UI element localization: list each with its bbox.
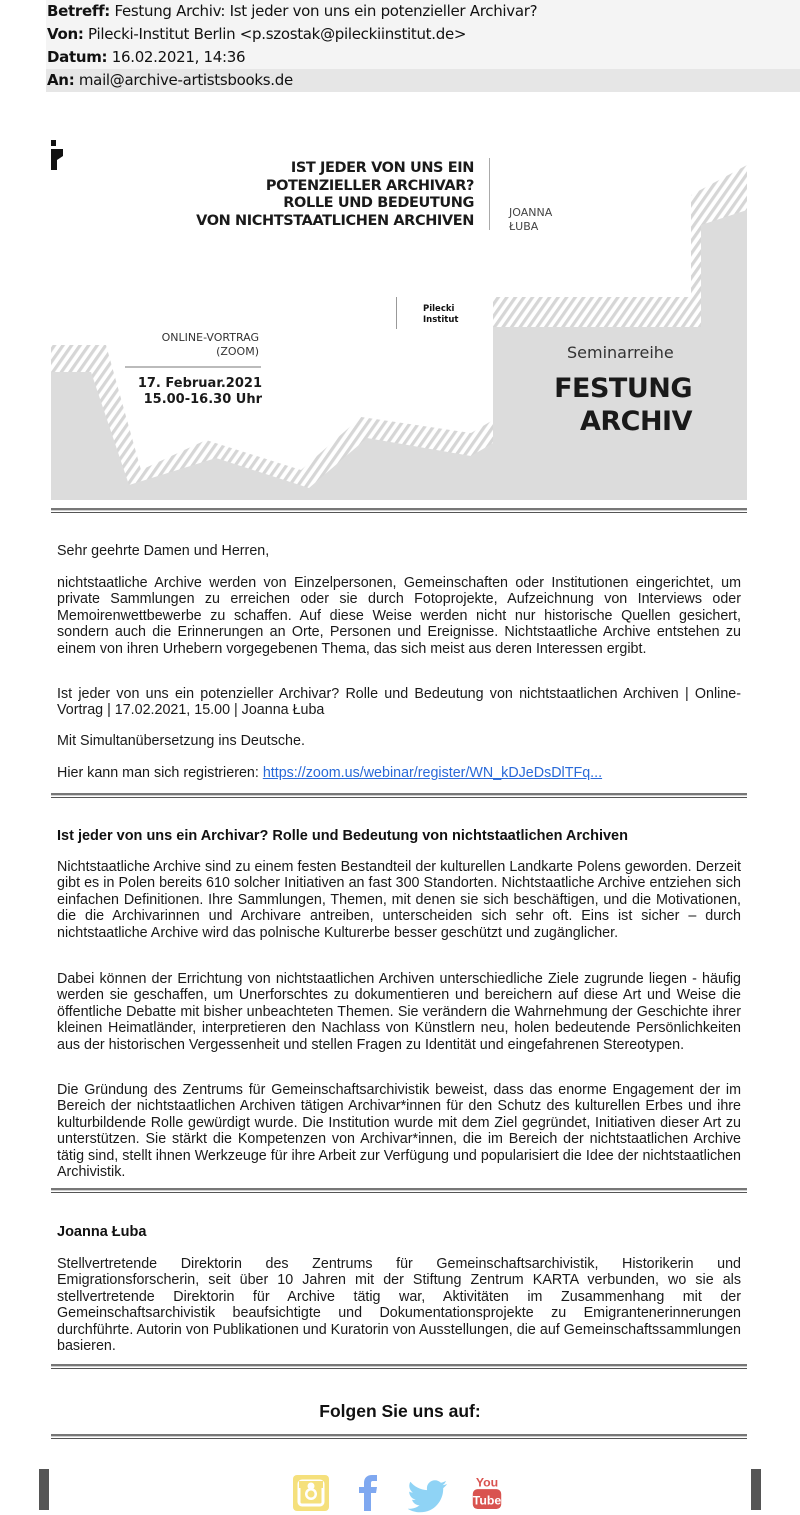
registration-link[interactable]: https://zoom.us/webinar/register/WN_kDJeDsDlTFq... [262,765,603,781]
subject-value: Festung Archiv: Ist jeder von uns ein potenzieller Archivar? [114,2,538,20]
pilecki-logo-icon [51,140,65,170]
logo-line: Pilecki [423,304,455,314]
event-date: 17. Februar.2021 [137,376,262,391]
left-edge-bar [39,1469,49,1510]
format-separator [125,366,261,368]
to-label: An: [47,71,75,89]
youtube-icon[interactable] [471,1474,503,1510]
event-time: 15.00-16.30 Uhr [143,392,262,407]
event-banner [51,140,747,500]
author-first-name: JOANNA [509,206,553,219]
email-to-row [46,69,800,92]
facebook-icon[interactable] [358,1475,380,1511]
section-divider [51,1364,747,1367]
format-line: (ZOOM) [216,345,259,358]
follow-heading: Folgen Sie uns auf: [319,1401,481,1421]
event-datetime [138,376,262,408]
youtube-tube-text: Tube [472,1493,502,1508]
section-divider [51,793,747,796]
pilecki-logo-text [423,304,458,326]
section-divider [51,1188,747,1191]
instagram-icon[interactable] [293,1475,329,1511]
section-divider [51,1434,747,1437]
banner-title-line: POTENZIELLER ARCHIVAR? [265,177,474,194]
series-title-line: FESTUNG [554,373,692,404]
series-label: Seminarreihe [567,343,674,362]
banner-title-line: IST JEDER VON UNS EIN [290,160,474,176]
youtube-you-text: You [475,1475,499,1490]
about-paragraph: Dabei können der Errichtung von nichtstaatlichen Archiven unterschiedliche Ziele zugrunde liegen - häufig werden sie geschaffen, um Unerforschtes zu dokumentieren und bereichern auf diese Art und Weise die öffentliche Debatte mit bisher unbeachteten Themen. Sie verändern die Wahrnehmung der Geschichte ihrer kleinen Heimatländer, interpretieren den Nachlass von Künstlern neu, holen bedeutende Persönlichkeiten aus der historischen Vergessenheit und stellen Fragen zu Identität und eingefahrenen Stereotypen. [57,971,741,1053]
event-format [162,331,259,359]
banner-divider [489,158,490,230]
banner-title-line: VON NICHTSTAATLICHEN ARCHIVEN [196,212,474,229]
speaker-name: Joanna Łuba [57,1224,147,1240]
email-subject-row [46,0,800,23]
format-line: ONLINE-VORTRAG [161,331,259,344]
series-title-line: ARCHIV [579,406,692,437]
to-value[interactable]: mail@archive-artistsbooks.de [78,71,293,89]
subject-label: Betreff: [47,2,110,20]
from-label: Von: [47,25,84,43]
event-summary: Ist jeder von uns ein potenzieller Archivar? Rolle und Bedeutung von nichtstaatlichen Archiven | Online-Vortrag | 17.02.2021, 15.00 | Joanna Łuba [57,686,741,719]
date-value: 16.02.2021, 14:36 [111,48,246,66]
translation-note: Mit Simultanübersetzung ins Deutsche. [57,733,305,749]
banner-title-line: ROLLE UND BEDEUTUNG [283,195,474,211]
right-edge-bar [751,1469,761,1510]
register-label: Hier kann man sich registrieren: [57,765,263,781]
speaker-bio: Stellvertretende Direktorin des Zentrums für Gemeinschaftsarchivistik, Historikerin und Emigrationsforscherin, seit über 10 Jahren mit der Stiftung Zentrum KARTA verbunden, wo sie als stellvertretende Direktorin für Archive tätig war, Aktivitäten im Zusammenhang mit der Gemeinschaftsarchivistik beaufsichtigte und Dokumentationsprojekte zu Emigrantenerinnerungen durchführte. Autorin von Publikationen und Kuratorin von Ausstellungen, die auf Gemeinschaftssammlungen basieren. [57,1256,741,1355]
section-divider [51,508,747,511]
banner-author [509,206,552,234]
from-value: Pilecki-Institut Berlin <p.szostak@pileckiinstitut.de> [88,25,467,43]
email-date-row [46,46,800,69]
about-heading: Ist jeder von uns ein Archivar? Rolle und Bedeutung von nichtstaatlichen Archiven [57,828,628,844]
date-label: Datum: [47,48,108,66]
email-from-row [46,23,800,46]
registration-line [57,765,741,781]
logo-line: Institut [423,315,459,325]
twitter-icon[interactable] [408,1478,448,1514]
intro-paragraph: nichtstaatliche Archive werden von Einzelpersonen, Gemeinschaften oder Institutionen eingerichtet, um private Sammlungen zu erreichen oder sie durch Fotoprojekte, Aufzeichnung von Interviews oder Memoirenwettbewerbe zu schaffen. Auf diese Weise werden nicht nur historische Quellen gesichert, sondern auch die Erinnerungen an Orte, Personen und Ereignisse. Nichtstaatliche Archive entstehen zu einem von ihren Urhebern vorgegebenen Thema, das sich meist aus deren Interessen ergibt. [57,575,741,657]
banner-title [196,160,474,230]
greeting: Sehr geehrte Damen und Herren, [57,543,270,559]
about-paragraph: Die Gründung des Zentrums für Gemeinschaftsarchivistik beweist, dass das enorme Engagement der im Bereich der nichtstaatlichen Archiven tätigen Archivar*innen für den Schutz des kulturellen Erbes und ihre kulturbildende Rolle gewürdigt wurde. Die Institution wurde mit dem Ziel gegründet, Initiativen dieser Art zu unterstützen. Sie stärkt die Kompetenzen von Archivar*innen, die im Bereich der nichtstaatlichen Archive tätig sind, stellt ihnen Werkzeuge für ihre Arbeit zur Verfügung und popularisiert die Idee der nichtstaatlichen Archivistik. [57,1082,741,1181]
logo-divider [396,297,397,329]
about-paragraph: Nichtstaatliche Archive sind zu einem festen Bestandteil der kulturellen Landkarte Polens geworden. Derzeit gibt es in Polen bereits 610 solcher Initiativen an fast 300 Standorten. Nichtstaatliche Archive entziehen sich einfachen Definitionen. Ihre Sammlungen, Themen, mit denen sie sich beschäftigen, und die Motivationen, die die Archivarinnen und Archivare antreiben, unterscheiden sich sehr oft. Eins ist sicher – durch nichtstaatliche Archive wird das polnische Kulturerbe besser geschützt und zugänglicher. [57,859,741,941]
author-last-name: ŁUBA [509,220,539,233]
series-title [554,372,692,438]
